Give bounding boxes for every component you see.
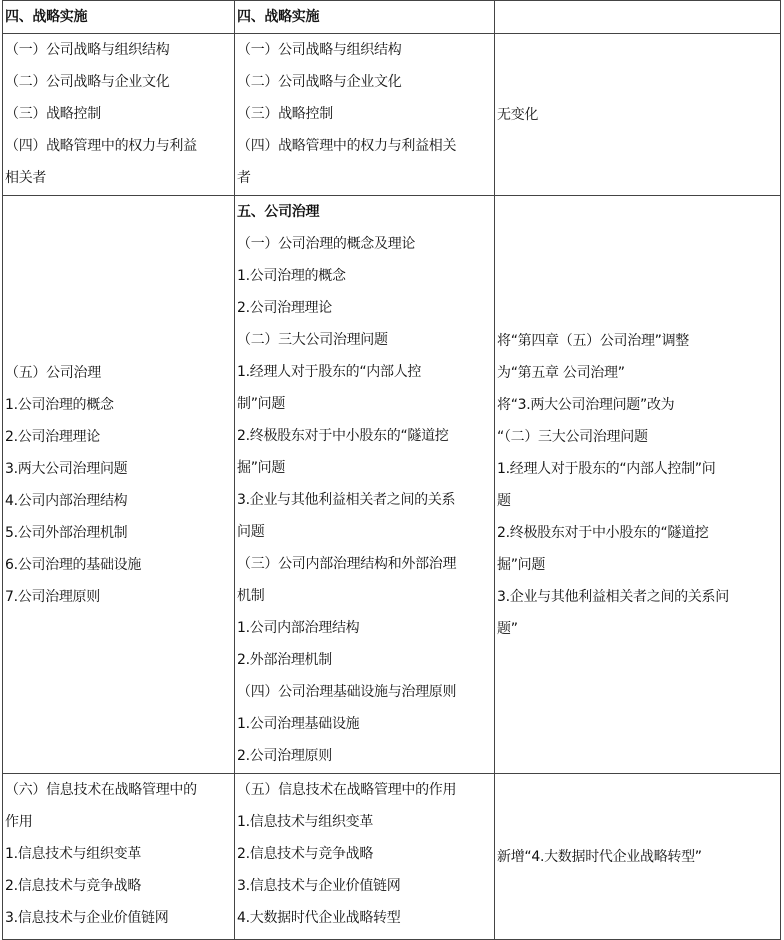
new-line: 4.大数据时代企业战略转型 — [237, 910, 401, 926]
old-line: 作用 — [5, 814, 33, 830]
old-line: （一）公司战略与组织结构 — [5, 42, 170, 58]
new-line: 2.终极股东对于中小股东的“隧道挖 — [237, 428, 449, 444]
change-line: 无变化 — [497, 106, 539, 123]
old-line: （二）公司战略与企业文化 — [5, 74, 170, 90]
new-line: 3.企业与其他利益相关者之间的关系 — [237, 492, 456, 508]
new-line: 掘”问题 — [237, 460, 286, 476]
table-row — [3, 1, 781, 34]
new-line: 1.公司治理基础设施 — [237, 716, 360, 732]
new-line: 1.公司内部治理结构 — [237, 620, 360, 636]
new-cell — [235, 196, 495, 774]
new-line: 2.信息技术与竞争战略 — [237, 846, 374, 862]
old-line: 6.公司治理的基础设施 — [5, 556, 142, 573]
change-cell — [495, 774, 781, 940]
old-line: 4.公司内部治理结构 — [5, 492, 128, 509]
change-line: 题” — [497, 620, 518, 637]
old-cell — [3, 774, 235, 940]
table-row — [3, 34, 781, 196]
old-line: 1.公司治理的概念 — [5, 396, 114, 413]
new-cell — [235, 1, 495, 34]
new-line: （二）公司战略与企业文化 — [237, 74, 402, 90]
change-line: 将“3.两大公司治理问题”改为 — [497, 396, 675, 413]
change-line: 将“第四章（五）公司治理”调整 — [497, 332, 690, 349]
change-line: 为“第五章 公司治理” — [497, 364, 625, 381]
new-line: （一）公司治理的概念及理论 — [237, 236, 416, 252]
old-line: （六）信息技术在战略管理中的 — [5, 782, 197, 798]
change-cell — [495, 1, 781, 34]
old-line: 3.两大公司治理问题 — [5, 460, 128, 477]
change-line: 新增“4.大数据时代企业战略转型” — [497, 848, 702, 865]
change-line: 2.终极股东对于中小股东的“隧道挖 — [497, 524, 709, 541]
old-line: 相关者 — [5, 170, 47, 186]
new-line: 2.外部治理机制 — [237, 652, 332, 668]
change-line: “（二）三大公司治理问题 — [497, 428, 648, 445]
new-line: （二）三大公司治理问题 — [237, 332, 388, 348]
new-line: （三）公司内部治理结构和外部治理 — [237, 556, 457, 572]
new-cell — [235, 34, 495, 196]
new-line: （五）信息技术在战略管理中的作用 — [237, 782, 457, 798]
old-line: （三）战略控制 — [5, 106, 101, 122]
new-line: 者 — [237, 170, 251, 186]
table-row — [3, 774, 781, 940]
new-line: 制”问题 — [237, 396, 286, 412]
old-line: 2.公司治理理论 — [5, 428, 100, 445]
new-line: 机制 — [237, 588, 265, 604]
old-cell — [3, 34, 235, 196]
old-line: （五）公司治理 — [5, 364, 101, 381]
old-cell — [3, 1, 235, 34]
new-line: 1.信息技术与组织变革 — [237, 814, 374, 830]
old-line: 3.信息技术与企业价值链网 — [5, 910, 169, 926]
new-line: 1.经理人对于股东的“内部人控 — [237, 364, 422, 380]
change-line: 掘”问题 — [497, 556, 546, 573]
new-heading: 四、战略实施 — [237, 9, 320, 25]
old-heading: 四、战略实施 — [5, 9, 88, 25]
new-line: （一）公司战略与组织结构 — [237, 42, 402, 58]
new-line: 问题 — [237, 524, 265, 540]
table-row — [3, 196, 781, 774]
old-line: 2.信息技术与竞争战略 — [5, 878, 142, 894]
old-line: 1.信息技术与组织变革 — [5, 846, 142, 862]
change-line: 题 — [497, 492, 511, 509]
new-line: 2.公司治理原则 — [237, 748, 332, 764]
new-line: （三）战略控制 — [237, 106, 333, 122]
old-cell — [3, 196, 235, 774]
change-cell — [495, 196, 781, 774]
new-line: 2.公司治理理论 — [237, 300, 332, 316]
new-line: 五、公司治理 — [237, 204, 320, 220]
new-line: 1.公司治理的概念 — [237, 268, 346, 284]
new-line: （四）公司治理基础设施与治理原则 — [237, 684, 457, 700]
change-line: 1.经理人对于股东的“内部人控制”问 — [497, 460, 716, 477]
new-cell — [235, 774, 495, 940]
old-line: 7.公司治理原则 — [5, 588, 100, 605]
change-line: 3.企业与其他利益相关者之间的关系问 — [497, 588, 729, 605]
change-cell — [495, 34, 781, 196]
old-line: （四）战略管理中的权力与利益 — [5, 138, 197, 154]
comparison-table — [2, 0, 781, 940]
new-line: 3.信息技术与企业价值链网 — [237, 878, 401, 894]
old-line: 5.公司外部治理机制 — [5, 524, 128, 541]
new-line: （四）战略管理中的权力与利益相关 — [237, 138, 457, 154]
